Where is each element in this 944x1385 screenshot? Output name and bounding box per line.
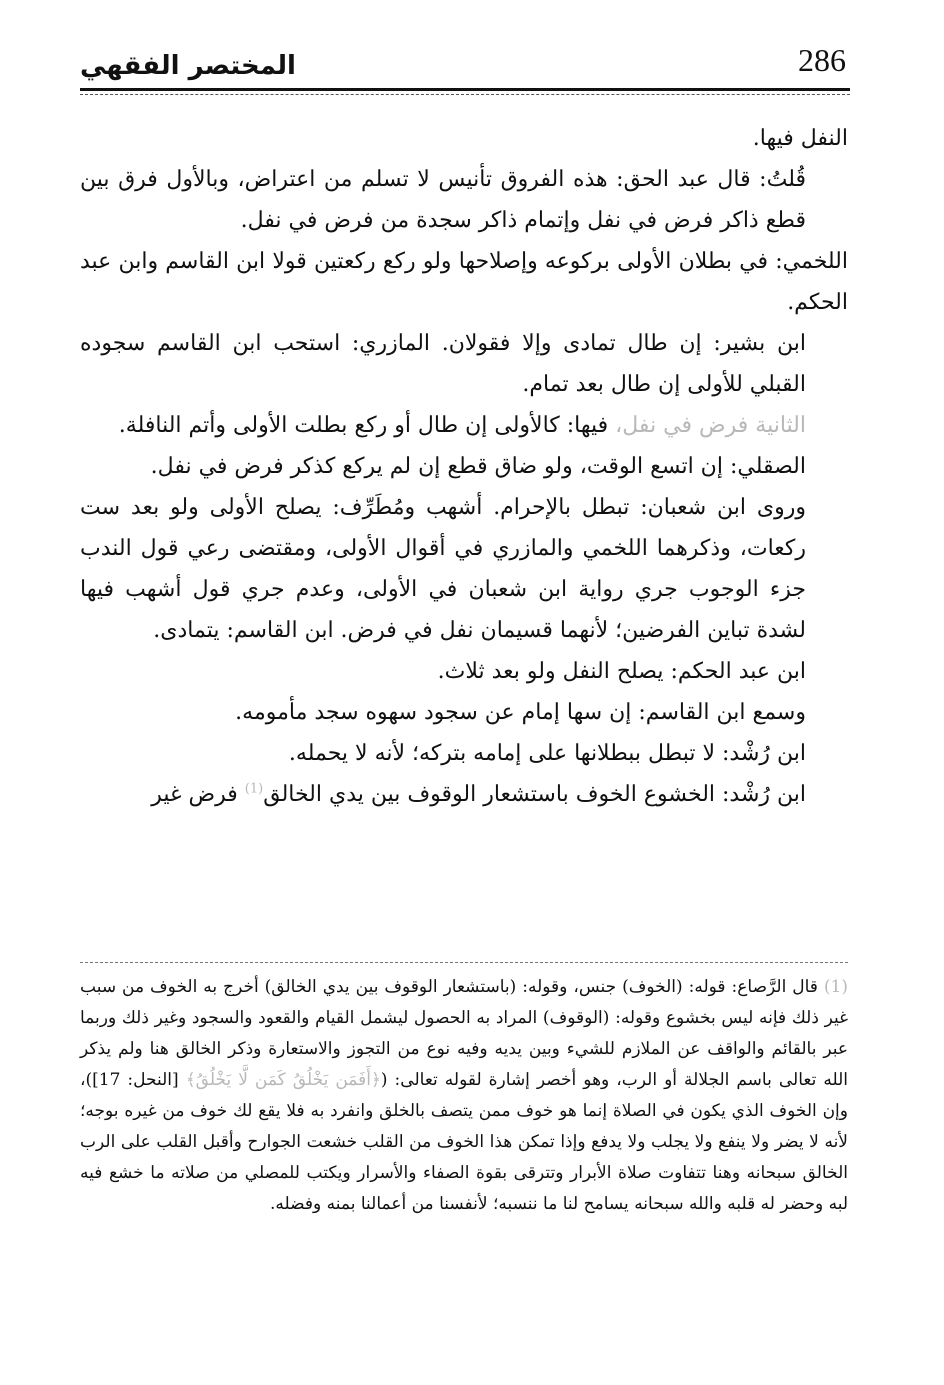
paragraph: ابن بشير: إن طال تمادى وإلا فقولان. المازري: استحب ابن القاسم سجوده القبلي للأولى إن طال بعد تمام.	[80, 331, 806, 397]
footnotes	[80, 972, 848, 1220]
paragraph	[80, 774, 848, 815]
header-rule	[80, 88, 850, 91]
paragraph: وروى ابن شعبان: تبطل بالإحرام. أشهب ومُطَرِّف: يصلح الأولى ولو بعد ست ركعات، وذكرهما اللخمي والمازري في أقوال الأولى، ومقتضى رعي قول الندب جزء الوجوب جري رواية ابن شعبان في الأولى، وعدم جري قول أشهب فيها لشدة تباين الفرضين؛ لأنهما قسيمان نفل في فرض. ابن القاسم: يتمادى.	[80, 495, 806, 643]
paragraph-text: فرض غير	[151, 782, 245, 807]
paragraph	[80, 405, 848, 446]
book-title: المختصر الفقهي	[80, 51, 296, 81]
paragraph: قُلتُ: قال عبد الحق: هذه الفروق تأنيس لا تسلم من اعتراض، وبالأول فرق بين قطع ذاكر فرض في نفل وإتمام ذاكر سجدة من فرض في نفل.	[80, 167, 806, 233]
footnote	[80, 972, 848, 1220]
footnote-text: [النحل: 17])، وإن الخوف الذي يكون في الصلاة إنما هو خوف ممن يتصف بالخلق وانفرد به فلا يقع لك خوف من غيره بوجه؛ لأنه لا يضر ولا ينفع ولا يجلب ولا يدفع وإذا تمكن هذا الخوف من القلب خشعت الجوارح وأقبل القلب على الرب الخالق سبحانه وهنا تتفاوت صلاة الأبرار وتترقى بقوة الصفاء والأسرار ويكتب للمصلي من صلاته ما خشع فيه لبه وحضر له قلبه والله سبحانه يسامح لنا ما ننسبه؛ لأنفسنا من أعمالنا بمنه وفضله.	[80, 1070, 848, 1214]
paragraph: ابن رُشْد: لا تبطل ببطلانها على إمامه بتركه؛ لأنه لا يحمله.	[288, 741, 806, 766]
footnote-text: قال الرَّصاع: قوله: (الخوف) جنس، وقوله: (باستشعار الوقوف بين يدي الخالق) أخرج به الخوف من سبب غير ذلك فإنه ليس بخشوع وقوله: (الوقوف) المراد به الحصول ليشمل القيام والقعود والسجود وغير ذلك وربما عبر بالقائم والواقف عن الملازم للشيء وبين يديه وفيه نوع من التجوز والاستعارة وذكر الخالق هنا ولم يذكر الله تعالى باسم الجلالة أو الرب، وهو أخصر إشارة لقوله تعالى: (	[80, 977, 848, 1090]
paragraph: ابن عبد الحكم: يصلح النفل ولو بعد ثلاث.	[437, 659, 806, 684]
page-number: 286	[798, 42, 846, 78]
paragraph: وسمع ابن القاسم: إن سها إمام عن سجود سهوه سجد مأمومه.	[235, 700, 806, 725]
footnote-reference[interactable]: (1)	[244, 781, 264, 797]
paragraph-text: فيها: كالأولى إن طال أو ركع بطلت الأولى وأتم النافلة.	[118, 413, 616, 438]
header-rule-thin	[80, 94, 850, 95]
faded-text: الثانية فرض في نفل،	[615, 413, 806, 438]
paragraph: النفل فيها.	[752, 126, 848, 151]
quran-verse: ﴿أَفَمَن يَخْلُقُ كَمَن لَّا يَخْلُقُ﴾	[185, 1070, 381, 1090]
paragraph: اللخمي: في بطلان الأولى بركوعه وإصلاحها ولو ركع ركعتين قولا ابن القاسم وابن عبد الحكم.	[80, 249, 848, 315]
footnote-mark: (1)	[823, 977, 848, 997]
paragraph-text: ابن رُشْد: الخشوع الخوف باستشعار الوقوف بين يدي الخالق	[263, 782, 806, 807]
page-header	[80, 40, 850, 96]
main-text	[80, 118, 848, 815]
paragraph: الصقلي: إن اتسع الوقت، ولو ضاق قطع إن لم يركع كذكر فرض في نفل.	[150, 454, 806, 479]
footnote-divider	[80, 962, 848, 963]
